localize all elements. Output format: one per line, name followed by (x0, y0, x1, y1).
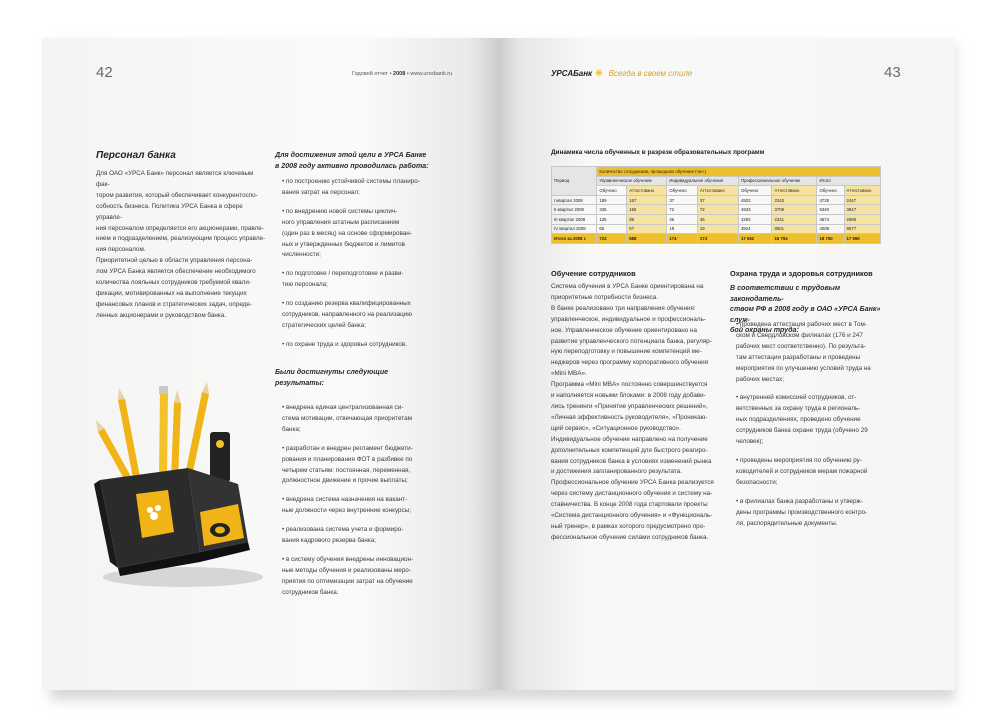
total-label: Итого за 2008 г. (552, 234, 597, 244)
table-cell: 3709 (772, 205, 817, 215)
intro-line: нием и подразделением, реализующим процесс управле- (96, 235, 266, 243)
list-item (282, 555, 457, 599)
list-item (282, 340, 457, 351)
training-line: и достижения запланированного результата. (551, 468, 682, 476)
list-item-line: вания кадрового резерва банка; (282, 537, 376, 545)
list-item-line: • внутренней комиссией сотрудников, от- (736, 394, 857, 402)
safety-sub-line: В соответствии с трудовым законодатель- (730, 284, 841, 303)
program-header-row (552, 176, 881, 186)
training-line: «Личная эффективность руководителя», «Проникаю- (551, 413, 708, 421)
sub-header: Обучено (817, 186, 844, 196)
table-row (552, 214, 881, 224)
sub-header: Аттестовано (772, 186, 817, 196)
list-item-line: • в систему обучения внедрены инновацион- (282, 555, 414, 563)
training-line: Индивидуальное обучение направлено на получение (551, 435, 708, 443)
safety-sub-line: ством РФ в 2008 году в ОАО «УРСА Банк» служ- (730, 305, 881, 324)
total-cell: 724 (597, 234, 627, 244)
table-cell: 4502 (739, 195, 772, 205)
safety-heading: Охрана труда и здоровья сотрудников (730, 269, 873, 278)
list-item-line: • внедрена единая централизованная си- (282, 404, 404, 411)
training-line: Система обучения в УРСА Банке ориентирована на (551, 283, 704, 290)
total-cell: 17 652 (739, 234, 772, 244)
program-header: Итого (817, 176, 881, 186)
table-cell: 2585 (844, 214, 880, 224)
table-cell: 19 (697, 224, 738, 234)
table-cell: 72 (697, 205, 738, 215)
intro-line: лом УРСА Банка является обеспечение необходимого (96, 268, 256, 276)
section-title: Персонал банка (96, 150, 176, 161)
list-item-line: ные методы обучения и реализованы меро- (282, 566, 411, 574)
list-item (282, 403, 457, 436)
list-item-line: сотрудников банка охране труда (обучено 29 (736, 427, 868, 435)
list-item (736, 393, 896, 448)
training-line: неджеров через программу корпоративного обучения (551, 359, 709, 367)
table-cell: 5340 (817, 205, 844, 215)
training-line: фессиональное обучение силами сотрудников банка. (551, 533, 709, 541)
list-item-line: • проведена аттестация рабочих мест в Том- (736, 321, 867, 328)
list-item-line: ском и Свердловском филиалах (176 и 247 (736, 331, 863, 339)
list-item-line: вания затрат на персонал; (282, 188, 360, 196)
intro-line: количества лояльных сотрудников требуемой квали- (96, 279, 251, 287)
table-cell: 8577 (844, 224, 880, 234)
table-cell: 4933 (739, 205, 772, 215)
list-item-line: ветственных за охрану труда в региональ- (736, 405, 861, 413)
total-cell: 174 (667, 234, 698, 244)
sub-header: Обучено (667, 186, 698, 196)
training-line: «Mini MBA». (551, 370, 587, 378)
training-line: лись тренинги «Принятие управленческих решений», (551, 402, 708, 410)
training-text (551, 282, 741, 544)
paw-logo-icon: ❋ (595, 68, 603, 78)
table-cell: 37 (667, 195, 698, 205)
results-heading-line: Были достигнуты следующие (275, 368, 389, 376)
list-item-line: сотрудников, направленного на реализацию (282, 311, 412, 319)
list-item-line: • по подготовке / переподготовке и разви- (282, 270, 404, 278)
goal-list (282, 177, 457, 359)
intro-line: тором развития, который обеспечивает конкурентоспо- (96, 191, 258, 199)
list-item-line: ные должности через внутренние конкурсы; (282, 507, 411, 515)
training-line: щий сервис», «Ситуационное руководство». (551, 424, 681, 432)
table-header-row (552, 167, 881, 177)
list-item-line: • по внедрению новой системы циклич- (282, 207, 398, 215)
training-line: Программа «Mini MBA» постоянно совершенствуется (551, 381, 708, 389)
list-item-line: • разработан и внедрен регламент бюджети- (282, 444, 413, 452)
list-item-line: рования и планирования ФОТ в разбивке по (282, 455, 413, 463)
brand-name: УРСАБанк (551, 69, 593, 78)
table-cell: 135 (597, 214, 627, 224)
row-label: II квартал 2008 (552, 205, 597, 215)
goal-heading-line: Для достижения этой цели в УРСА Банке (275, 151, 427, 159)
results-list (282, 403, 457, 607)
total-cell: 174 (697, 234, 738, 244)
intro-line: фикации, мотивированных на выполнение текущих (96, 289, 247, 297)
table-cell: 4728 (817, 195, 844, 205)
goal-heading-line: в 2008 году активно проводилась работа: (275, 161, 429, 170)
list-item-line: там аттестации разработаны и проведены (736, 353, 861, 361)
table-row (552, 205, 881, 215)
list-item (736, 497, 896, 530)
table-cell: 65 (597, 224, 627, 234)
intro-line: ния персоналом определяется его акционерами, правле- (96, 224, 264, 232)
table-cell: 167 (627, 195, 667, 205)
training-heading: Обучение сотрудников (551, 269, 636, 278)
table-caption: Динамика числа обученных в разрезе образовательных программ (551, 149, 765, 156)
list-item (282, 207, 457, 262)
running-head-year: 2008 (393, 71, 406, 77)
sub-header: Аттестовано (627, 186, 667, 196)
intro-line: ленных акционерами и руководством банка. (96, 311, 226, 319)
total-cell: 18 750 (817, 234, 844, 244)
list-item-line: рабочих мест соответственно). По результа- (736, 342, 866, 350)
row-label: IV квартал 2008 (552, 224, 597, 234)
table-cell: 166 (627, 205, 667, 215)
training-line: приоритетные потребности бизнеса. (551, 293, 659, 301)
row-label: I квартал 2008 (552, 195, 597, 205)
total-cell: 16 794 (772, 234, 817, 244)
table-cell: 37 (697, 195, 738, 205)
total-cell: 588 (627, 234, 667, 244)
sub-header-row (552, 186, 881, 196)
intro-line: ния персоналом. (96, 246, 146, 254)
list-item-line: четырем статьям: постоянная, переменная, (282, 466, 411, 474)
group-header: Количество сотрудников, прошедших обучение (чел.) (597, 167, 881, 177)
list-item-line: банка; (282, 425, 301, 433)
table-cell: 189 (597, 195, 627, 205)
table-cell: 2447 (844, 195, 880, 205)
list-item-line: ного управления штатным расписанием (282, 218, 400, 226)
table-cell: 4674 (817, 214, 844, 224)
total-row (552, 234, 881, 244)
results-heading (275, 367, 465, 388)
table-row (552, 195, 881, 205)
intro-line: Для ОАО «УРСА Банк» персонал является ключевым фак- (96, 170, 254, 188)
table-cell: 98 (627, 214, 667, 224)
training-table (551, 166, 881, 244)
training-line: вания сотрудников банка в условиях изменений рынка (551, 457, 712, 465)
table-cell: 57 (627, 224, 667, 234)
table-cell: 8501 (772, 224, 817, 234)
table-cell: 46 (667, 214, 698, 224)
list-item (282, 177, 457, 199)
safety-sub-line: бой охраны труда: (730, 326, 799, 335)
list-item (282, 299, 457, 332)
results-heading-line: результаты: (275, 378, 325, 387)
sub-header: Обучено (597, 186, 627, 196)
list-item-line: должностное движение и прочие выплаты; (282, 477, 408, 485)
training-line: ный тренер», в рамках которого предусмотрено про- (551, 522, 706, 530)
table-cell: 19 (667, 224, 698, 234)
table-row (552, 224, 881, 234)
list-item-line: мероприятия по улучшению условий труда на (736, 364, 871, 372)
sub-header: Аттестовано (844, 186, 880, 196)
intro-line: Приоритетной целью в области управления персона- (96, 257, 253, 265)
training-line: В банке реализовано три направления обучения: (551, 304, 696, 312)
pen-holder-illustration (88, 372, 268, 592)
intro-text (96, 169, 266, 322)
pencils (96, 382, 230, 486)
running-head-prefix: Годовой отчет • (352, 71, 392, 77)
brand-slogan: Всегда в своем стиле (608, 69, 693, 78)
list-item-line: • проведены мероприятия по обучению ру- (736, 456, 862, 464)
program-header: Индивидуальное обучение (667, 176, 739, 186)
table-cell: 2341 (772, 214, 817, 224)
period-header: Период (552, 167, 597, 196)
training-line: развитие управленческого потенциала банка, регуляр- (551, 337, 712, 345)
intro-line: собность бизнеса. Политика УРСА Банка в сфере управле- (96, 202, 243, 221)
brand-header (551, 68, 692, 79)
list-item (282, 525, 457, 547)
program-header: Управленческое обучение (597, 176, 667, 186)
list-item-line: приятия по оптимизации затрат на обучение (282, 577, 413, 585)
list-item-line: человек); (736, 438, 764, 446)
table-cell: 4008 (817, 224, 844, 234)
goal-heading (275, 150, 465, 171)
list-item (736, 456, 896, 489)
total-cell: 17 556 (844, 234, 880, 244)
intro-line: финансовых планов и стратегических задач, опреде- (96, 300, 252, 308)
table-cell: 2243 (772, 195, 817, 205)
list-item (282, 444, 457, 488)
list-item (282, 269, 457, 291)
table-cell: 4293 (739, 214, 772, 224)
page-number-right: 43 (884, 64, 901, 81)
list-item-line: рабочих местах; (736, 375, 784, 383)
training-line: ставничества. В конце 2008 года стартовали проекты (551, 501, 708, 509)
list-item-line: ных и утвержденных бюджетов и лимитов (282, 240, 405, 248)
training-line: управленческое, индивидуальное и профессиональ- (551, 315, 706, 323)
list-item (736, 320, 896, 385)
list-item-line: • реализована система учета и формиро- (282, 526, 404, 534)
safety-list (736, 320, 896, 537)
sub-header: Обучено (739, 186, 772, 196)
list-item-line: дены программы производственного контро- (736, 508, 868, 516)
list-item-line: стратегических целей банка; (282, 321, 366, 329)
list-item-line: сотрудников банка. (282, 588, 339, 596)
row-label: III квартал 2008 (552, 214, 597, 224)
training-line: Профессиональное обучение УРСА Банка реализуется (551, 479, 714, 487)
table-cell: 3924 (739, 224, 772, 234)
list-item-line: безопасности; (736, 478, 778, 486)
list-item (282, 495, 457, 517)
list-item-line: стема мотивации, отвечающая приоритетам (282, 414, 412, 422)
list-item-line: ководителей и сотрудников мерам пожарной (736, 467, 868, 475)
list-item-line: • по построению устойчивой системы планиро- (282, 178, 420, 185)
holder-body (94, 468, 250, 576)
training-line: дополнительных компетенций для быстрого реагиро- (551, 446, 708, 454)
program-header: Профессиональное обучение (739, 176, 817, 186)
table-cell: 335 (597, 205, 627, 215)
list-item-line: (один раз в месяц) на основе сформирован- (282, 229, 412, 237)
sub-header: Аттестовано (697, 186, 738, 196)
table-cell: 3947 (844, 205, 880, 215)
running-head (352, 71, 452, 77)
training-line: через систему дистанционного обучения и систему на- (551, 490, 713, 498)
training-line: ное. Управленческое обучение ориентировано на (551, 326, 698, 334)
list-item-line: тию персонала; (282, 281, 328, 289)
training-line: «Система дистанционного обучения» и «Функциональ- (551, 512, 713, 520)
list-item-line: • по созданию резерва квалифицированных (282, 300, 411, 308)
list-item-line: ля, распорядительные документы. (736, 519, 838, 527)
training-line: ную переподготовку и повышение компетенций ме- (551, 348, 702, 356)
page-number-left: 42 (96, 64, 113, 81)
table-cell: 46 (697, 214, 738, 224)
list-item-line: • внедрена система назначения на вакант- (282, 496, 408, 504)
list-item-line: • в филиалах банка разработаны и утверж- (736, 497, 863, 505)
list-item-line: • по охране труда и здоровья сотрудников. (282, 340, 408, 348)
table-cell: 72 (667, 205, 698, 215)
running-head-suffix: • www.urssbank.ru (406, 71, 453, 77)
training-line: и наполняется новыми блоками: в 2008 году добави- (551, 392, 706, 400)
list-item-line: ных подразделениях, проведено обучение (736, 416, 861, 424)
list-item-line: численности; (282, 251, 321, 259)
